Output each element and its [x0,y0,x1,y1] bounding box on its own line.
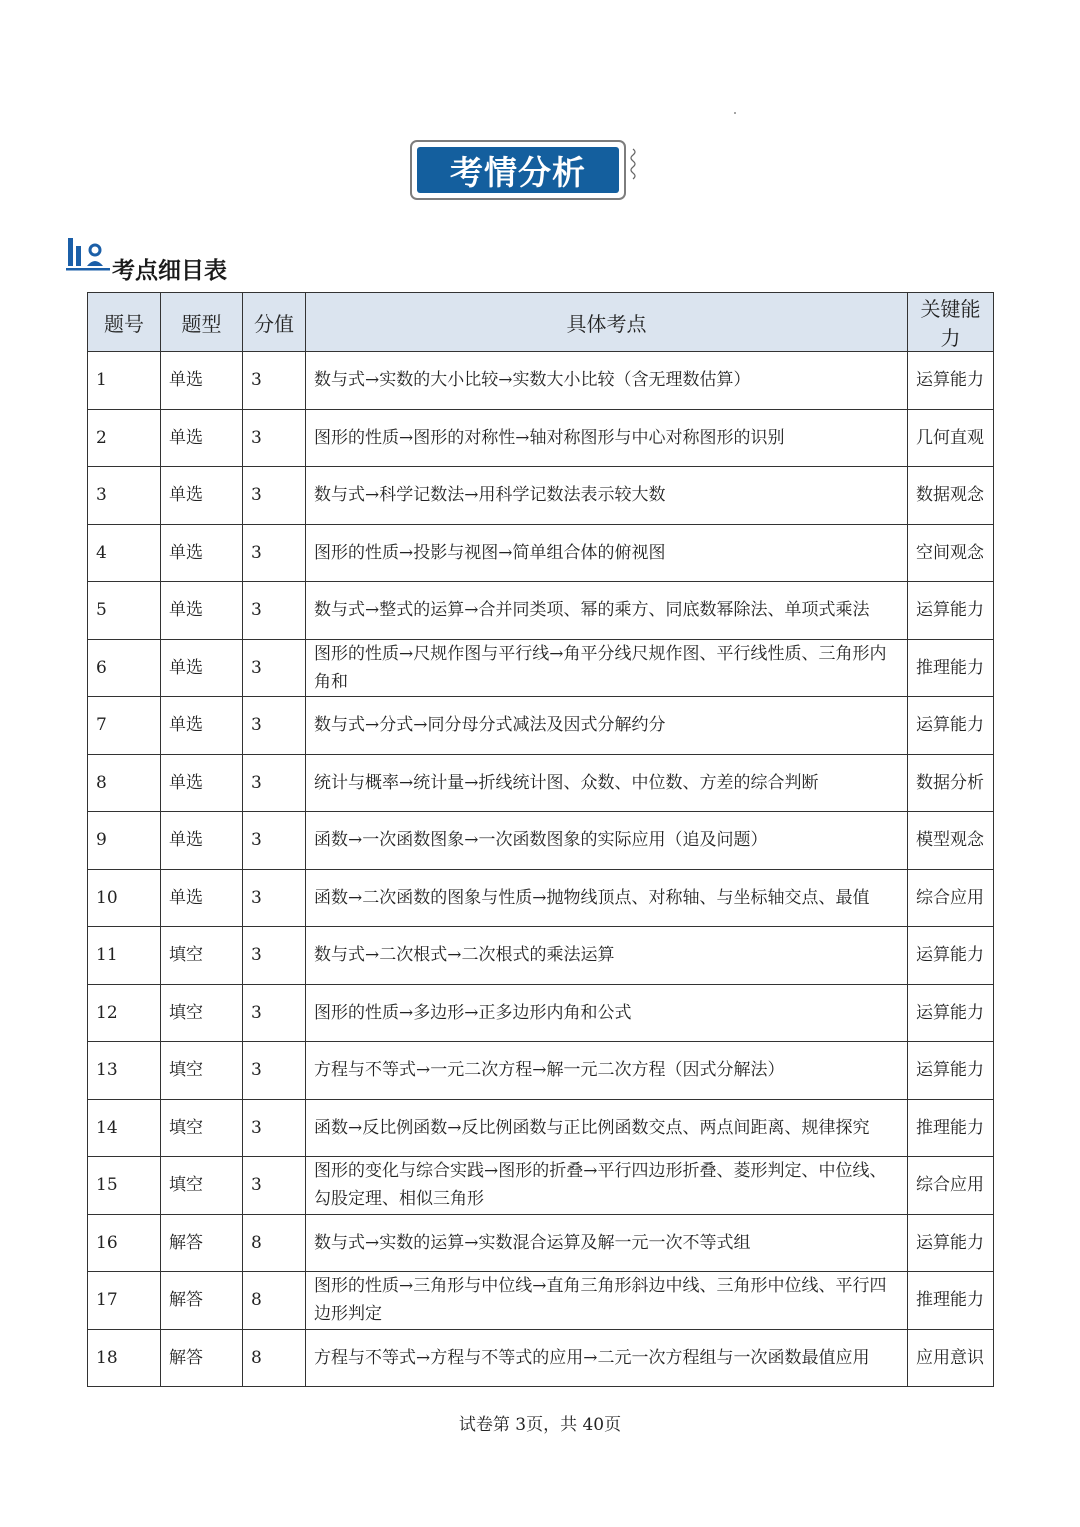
score-cell: 3 [243,409,306,467]
score-cell: 8 [243,1272,306,1330]
exam-point-cell: 图形的性质→尺规作图与平行线→角平分线尺规作图、平行线性质、三角形内角和 [306,639,908,697]
question-type-cell: 单选 [161,467,243,525]
exam-point-cell: 图形的性质→多边形→正多边形内角和公式 [306,984,908,1042]
question-type-cell: 单选 [161,352,243,410]
question-type-cell: 单选 [161,869,243,927]
question-number-cell: 1 [88,352,161,410]
table-header-row [88,293,994,352]
key-ability-cell: 运算能力 [908,927,994,985]
exam-point-cell: 数与式→整式的运算→合并同类项、幂的乘方、同底数幂除法、单项式乘法 [306,582,908,640]
key-ability-cell: 推理能力 [908,639,994,697]
exam-point-cell: 方程与不等式→一元二次方程→解一元二次方程（因式分解法） [306,1042,908,1100]
question-type-cell: 填空 [161,1157,243,1215]
header-type: 题型 [161,293,243,352]
score-cell: 3 [243,927,306,985]
question-number-cell: 2 [88,409,161,467]
question-number-cell: 4 [88,524,161,582]
question-type-cell: 解答 [161,1272,243,1330]
score-cell: 3 [243,697,306,755]
table-row [88,984,994,1042]
question-number-cell: 12 [88,984,161,1042]
table-row [88,869,994,927]
header-number: 题号 [88,293,161,352]
score-cell: 3 [243,1042,306,1100]
exam-point-cell: 统计与概率→统计量→折线统计图、众数、中位数、方差的综合判断 [306,754,908,812]
table-row [88,1272,994,1330]
key-ability-cell: 应用意识 [908,1329,994,1387]
question-number-cell: 3 [88,467,161,525]
header-ability: 关键能力 [908,293,994,352]
score-cell: 3 [243,1099,306,1157]
exam-point-cell: 函数→反比例函数→反比例函数与正比例函数交点、两点间距离、规律探究 [306,1099,908,1157]
exam-point-cell: 数与式→科学记数法→用科学记数法表示较大数 [306,467,908,525]
question-number-cell: 6 [88,639,161,697]
question-number-cell: 16 [88,1214,161,1272]
key-ability-cell: 运算能力 [908,352,994,410]
score-cell: 3 [243,812,306,870]
question-type-cell: 单选 [161,639,243,697]
exam-point-cell: 图形的性质→投影与视图→简单组合体的俯视图 [306,524,908,582]
score-cell: 3 [243,869,306,927]
score-cell: 3 [243,754,306,812]
question-number-cell: 9 [88,812,161,870]
question-type-cell: 单选 [161,812,243,870]
exam-points-table [87,292,994,1387]
table-row [88,754,994,812]
exam-point-cell: 数与式→二次根式→二次根式的乘法运算 [306,927,908,985]
title-badge [410,140,626,200]
header-score: 分值 [243,293,306,352]
question-type-cell: 解答 [161,1329,243,1387]
question-number-cell: 13 [88,1042,161,1100]
header-point: 具体考点 [306,293,908,352]
bar-chart-person-icon [66,236,112,272]
table-row [88,582,994,640]
key-ability-cell: 推理能力 [908,1272,994,1330]
table-row [88,467,994,525]
exam-point-cell: 图形的性质→三角形与中位线→直角三角形斜边中线、三角形中位线、平行四边形判定 [306,1272,908,1330]
exam-point-cell: 数与式→实数的运算→实数混合运算及解一元一次不等式组 [306,1214,908,1272]
question-type-cell: 填空 [161,984,243,1042]
question-number-cell: 18 [88,1329,161,1387]
question-number-cell: 5 [88,582,161,640]
question-type-cell: 填空 [161,927,243,985]
speck [734,112,736,114]
key-ability-cell: 综合应用 [908,1157,994,1215]
key-ability-cell: 运算能力 [908,1042,994,1100]
table-row [88,1214,994,1272]
score-cell: 3 [243,1157,306,1215]
question-number-cell: 15 [88,1157,161,1215]
question-type-cell: 单选 [161,582,243,640]
page-footer: 试卷第 3页，共 40页 [458,1415,622,1435]
exam-point-cell: 图形的变化与综合实践→图形的折叠→平行四边形折叠、菱形判定、中位线、勾股定理、相似三角形 [306,1157,908,1215]
table-row [88,352,994,410]
question-type-cell: 填空 [161,1042,243,1100]
table-row [88,697,994,755]
table-row [88,524,994,582]
exam-point-cell: 函数→二次函数的图象与性质→抛物线顶点、对称轴、与坐标轴交点、最值 [306,869,908,927]
score-cell: 3 [243,582,306,640]
key-ability-cell: 运算能力 [908,582,994,640]
section-title: 考点细目表 [112,258,227,284]
key-ability-cell: 空间观念 [908,524,994,582]
key-ability-cell: 数据观念 [908,467,994,525]
question-number-cell: 7 [88,697,161,755]
score-cell: 3 [243,352,306,410]
exam-point-cell: 数与式→分式→同分母分式减法及因式分解约分 [306,697,908,755]
key-ability-cell: 综合应用 [908,869,994,927]
question-type-cell: 解答 [161,1214,243,1272]
question-number-cell: 17 [88,1272,161,1330]
score-cell: 8 [243,1329,306,1387]
table-row [88,1042,994,1100]
title-badge-label: 考情分析 [417,147,619,193]
table-row [88,927,994,985]
key-ability-cell: 模型观念 [908,812,994,870]
score-cell: 8 [243,1214,306,1272]
score-cell: 3 [243,467,306,525]
question-number-cell: 8 [88,754,161,812]
table-row [88,1157,994,1215]
score-cell: 3 [243,639,306,697]
squiggle-decoration-icon [628,148,638,182]
score-cell: 3 [243,524,306,582]
key-ability-cell: 运算能力 [908,1214,994,1272]
question-type-cell: 单选 [161,409,243,467]
key-ability-cell: 几何直观 [908,409,994,467]
question-type-cell: 单选 [161,697,243,755]
score-cell: 3 [243,984,306,1042]
table-row [88,1099,994,1157]
exam-point-cell: 图形的性质→图形的对称性→轴对称图形与中心对称图形的识别 [306,409,908,467]
table-row [88,639,994,697]
question-number-cell: 10 [88,869,161,927]
exam-point-cell: 方程与不等式→方程与不等式的应用→二元一次方程组与一次函数最值应用 [306,1329,908,1387]
exam-point-cell: 数与式→实数的大小比较→实数大小比较（含无理数估算） [306,352,908,410]
question-number-cell: 11 [88,927,161,985]
table-row [88,812,994,870]
exam-point-cell: 函数→一次函数图象→一次函数图象的实际应用（追及问题） [306,812,908,870]
key-ability-cell: 推理能力 [908,1099,994,1157]
question-type-cell: 单选 [161,754,243,812]
question-type-cell: 单选 [161,524,243,582]
key-ability-cell: 运算能力 [908,984,994,1042]
question-number-cell: 14 [88,1099,161,1157]
table-row [88,1329,994,1387]
table-row [88,409,994,467]
key-ability-cell: 运算能力 [908,697,994,755]
question-type-cell: 填空 [161,1099,243,1157]
key-ability-cell: 数据分析 [908,754,994,812]
